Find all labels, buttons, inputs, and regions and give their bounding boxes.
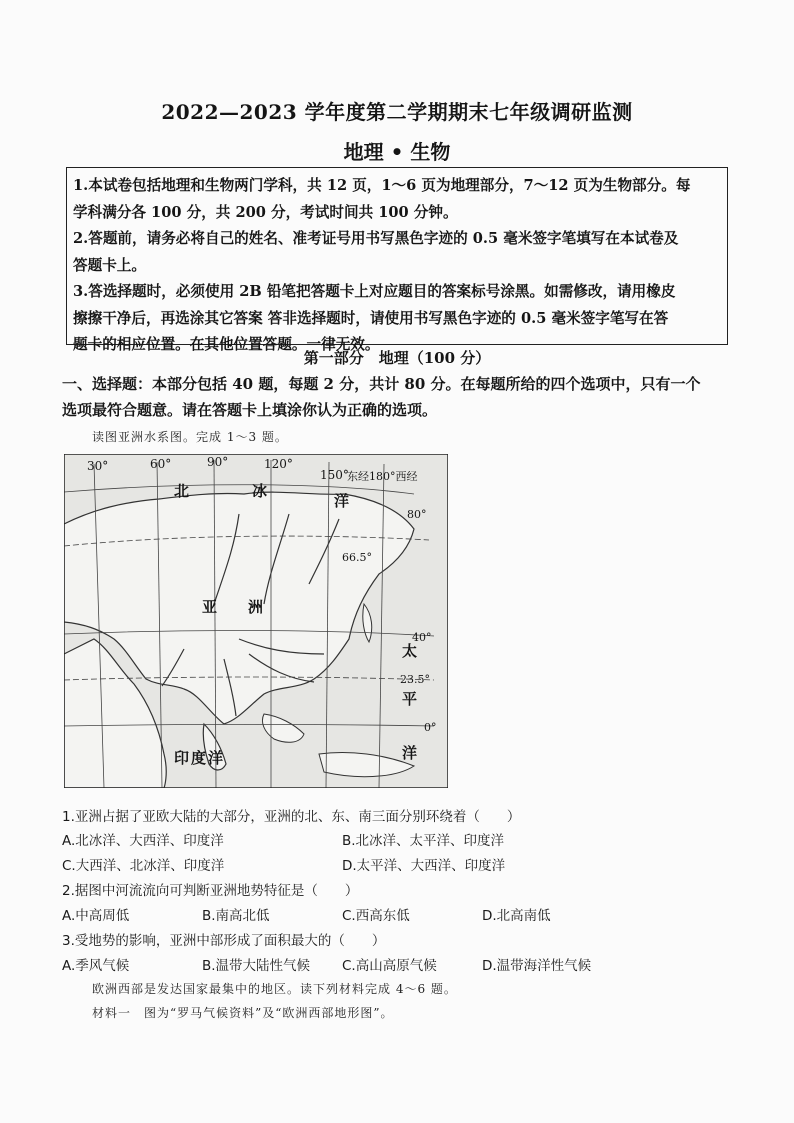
question-3-option-b: B.温带大陆性气候 bbox=[202, 958, 311, 974]
question-3-option-c: C.高山高原气候 bbox=[342, 958, 437, 974]
pacific-ocean-label-2: 平 bbox=[402, 690, 418, 708]
next-section-intro: 欧洲西部是发达国家最集中的地区。读下列材料完成 4～6 题。 bbox=[92, 982, 457, 996]
question-1-option-a: A.北冰洋、大西洋、印度洋 bbox=[62, 833, 224, 849]
asia-label-1: 亚 bbox=[202, 598, 218, 616]
material-one-caption: 材料一 图为“罗马气候资料”及“欧洲西部地形图”。 bbox=[92, 1006, 394, 1020]
asia-label-2: 洲 bbox=[248, 598, 264, 616]
longitude-label: 30° bbox=[87, 459, 109, 473]
instruction-line: 学科满分各 100 分，共 200 分，考试时间共 100 分钟。 bbox=[73, 203, 458, 221]
map-intro: 读图亚洲水系图。完成 1～3 题。 bbox=[92, 430, 288, 444]
instructions-box bbox=[66, 167, 728, 353]
question-3-stem: 3.受地势的影响，亚洲中部形成了面积最大的（ ） bbox=[62, 933, 386, 949]
question-2-stem: 2.据图中河流流向可判断亚洲地势特征是（ ） bbox=[62, 883, 359, 899]
indian-ocean-label: 印度洋 bbox=[174, 749, 226, 767]
question-3-option-d: D.温带海洋性气候 bbox=[482, 958, 592, 974]
question-1-option-b: B.北冰洋、太平洋、印度洋 bbox=[342, 833, 505, 849]
question-2-option-b: B.南高北低 bbox=[202, 908, 270, 924]
instruction-line: 2.答题前，请务必将自己的姓名、准考证号用书写黑色字迹的 0.5 毫米签字笔填写在本试卷及 bbox=[73, 230, 679, 247]
longitude-label: 120° bbox=[264, 457, 293, 471]
asia-river-map bbox=[64, 454, 448, 788]
exam-subject: 地理 • 生物 bbox=[343, 140, 451, 164]
map-graphic bbox=[64, 454, 448, 788]
instruction-line: 1.本试卷包括地理和生物两门学科，共 12 页，1～6 页为地理部分，7～12 页为生物部分。每 bbox=[73, 177, 691, 194]
latitude-label: 23.5° bbox=[400, 673, 430, 686]
instruction-line: 3.答选择题时，必须使用 2B 铅笔把答题卡上对应题目的答案标号涂黑。如需修改，请用橡皮 bbox=[73, 283, 676, 300]
exam-title: 2022—2023 学年度第二学期期末七年级调研监测 bbox=[161, 100, 633, 124]
pacific-ocean-label-3: 洋 bbox=[402, 744, 418, 762]
section-intro-line: 一、选择题：本部分包括 40 题，每题 2 分，共计 80 分。在每题所给的四个选项中，只有一个 bbox=[62, 375, 701, 393]
section-instructions bbox=[62, 371, 734, 423]
question-3-option-a: A.季风气候 bbox=[62, 958, 130, 974]
instruction-line: 题卡的相应位置。在其他位置答题。一律无效。 bbox=[73, 336, 380, 353]
question-2-option-c: C.西高东低 bbox=[342, 908, 410, 924]
instruction-line: 答题卡上。 bbox=[73, 256, 146, 274]
instruction-line: 擦擦干净后，再选涂其它答案 答非选择题时，请使用书写黑色字迹的 0.5 毫米签字笔写在答 bbox=[73, 309, 669, 327]
question-1-stem: 1.亚洲占据了亚欧大陆的大部分，亚洲的北、东、南三面分别环绕着（ ） bbox=[62, 809, 521, 825]
latitude-label: 0° bbox=[424, 721, 437, 734]
arctic-ocean-label-3: 洋 bbox=[334, 492, 350, 510]
longitude-label-dateline: 东经180°西经 bbox=[347, 470, 418, 483]
question-2-option-d: D.北高南低 bbox=[482, 908, 551, 924]
longitude-label: 150° bbox=[320, 468, 349, 482]
section-intro-line: 选项最符合题意。请在答题卡上填涂你认为正确的选项。 bbox=[62, 401, 438, 419]
arctic-ocean-label-2: 冰 bbox=[252, 482, 268, 500]
part-heading: 第一部分 地理（100 分） bbox=[303, 349, 491, 367]
question-1-option-d: D.太平洋、大西洋、印度洋 bbox=[342, 858, 506, 874]
latitude-label: 80° bbox=[407, 508, 427, 521]
arctic-ocean-label-1: 北 bbox=[174, 482, 190, 500]
latitude-label: 66.5° bbox=[342, 551, 372, 564]
question-1-option-c: C.大西洋、北冰洋、印度洋 bbox=[62, 858, 225, 874]
longitude-label: 60° bbox=[150, 457, 172, 471]
longitude-label: 90° bbox=[207, 455, 229, 469]
pacific-ocean-label-1: 太 bbox=[402, 642, 418, 660]
latitude-label: 40° bbox=[412, 631, 432, 644]
question-2-option-a: A.中高周低 bbox=[62, 908, 130, 924]
